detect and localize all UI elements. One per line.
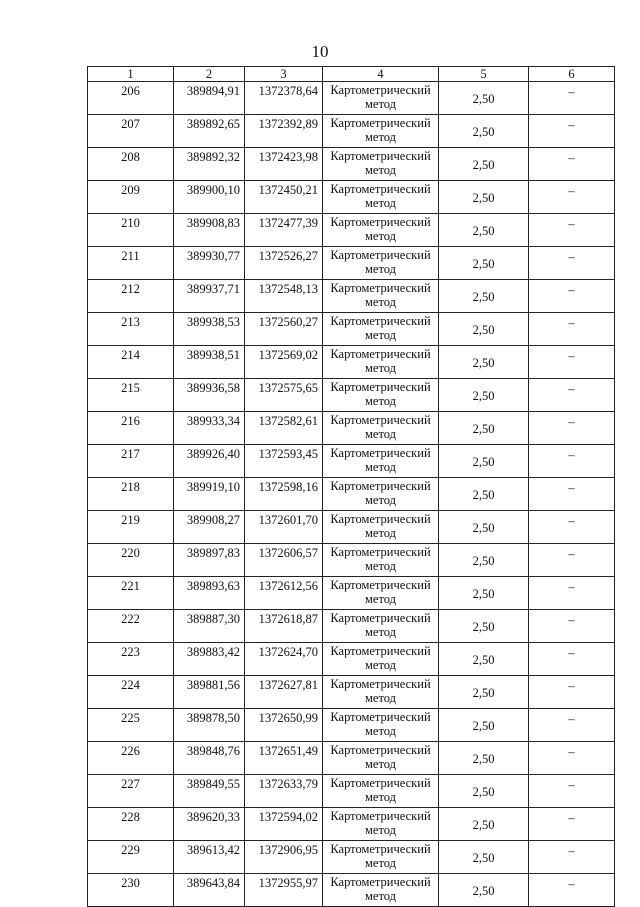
accuracy-cell: 2,50 [439, 214, 529, 247]
method-line-1: Картометрический [330, 875, 431, 889]
table-row [88, 841, 615, 874]
method-line-2: метод [364, 724, 396, 738]
x-coordinate-cell: 389908,27 [174, 511, 245, 544]
y-coordinate-cell: 1372477,39 [245, 214, 323, 247]
description-cell: – [529, 676, 615, 709]
point-number-cell: 225 [88, 709, 174, 742]
page-number: 10 [311, 42, 329, 61]
description-cell: – [529, 214, 615, 247]
method-line-1: Картометрический [330, 149, 431, 163]
accuracy-cell: 2,50 [439, 577, 529, 610]
method-line-1: Картометрический [330, 479, 431, 493]
method-cell [323, 115, 439, 148]
point-number-cell: 228 [88, 808, 174, 841]
point-number-cell: 220 [88, 544, 174, 577]
method-line-2: метод [364, 460, 396, 474]
description-cell: – [529, 709, 615, 742]
table-row [88, 709, 615, 742]
point-number-cell: 214 [88, 346, 174, 379]
method-cell [323, 742, 439, 775]
accuracy-cell: 2,50 [439, 115, 529, 148]
method-line-1: Картометрический [330, 710, 431, 724]
method-line-2: метод [364, 526, 396, 540]
point-number-cell: 210 [88, 214, 174, 247]
table-row [88, 544, 615, 577]
header-col-1: 1 [88, 67, 174, 82]
method-line-1: Картометрический [330, 413, 431, 427]
y-coordinate-cell: 1372606,57 [245, 544, 323, 577]
x-coordinate-cell: 389883,42 [174, 643, 245, 676]
method-line-2: метод [364, 889, 396, 903]
y-coordinate-cell: 1372392,89 [245, 115, 323, 148]
x-coordinate-cell: 389892,32 [174, 148, 245, 181]
description-cell: – [529, 544, 615, 577]
method-cell [323, 544, 439, 577]
method-line-1: Картометрический [330, 314, 431, 328]
accuracy-cell: 2,50 [439, 643, 529, 676]
method-line-1: Картометрический [330, 182, 431, 196]
point-number-cell: 224 [88, 676, 174, 709]
description-cell: – [529, 115, 615, 148]
y-coordinate-cell: 1372633,79 [245, 775, 323, 808]
x-coordinate-cell: 389894,91 [174, 82, 245, 115]
x-coordinate-cell: 389937,71 [174, 280, 245, 313]
method-cell [323, 511, 439, 544]
y-coordinate-cell: 1372582,61 [245, 412, 323, 445]
header-col-2: 2 [174, 67, 245, 82]
y-coordinate-cell: 1372560,27 [245, 313, 323, 346]
method-line-2: метод [364, 592, 396, 606]
description-cell: – [529, 742, 615, 775]
y-coordinate-cell: 1372450,21 [245, 181, 323, 214]
method-line-1: Картометрический [330, 809, 431, 823]
y-coordinate-cell: 1372650,99 [245, 709, 323, 742]
x-coordinate-cell: 389938,51 [174, 346, 245, 379]
y-coordinate-cell: 1372594,02 [245, 808, 323, 841]
method-cell [323, 445, 439, 478]
y-coordinate-cell: 1372548,13 [245, 280, 323, 313]
x-coordinate-cell: 389933,34 [174, 412, 245, 445]
method-cell [323, 577, 439, 610]
accuracy-cell: 2,50 [439, 181, 529, 214]
description-cell: – [529, 379, 615, 412]
x-coordinate-cell: 389848,76 [174, 742, 245, 775]
accuracy-cell: 2,50 [439, 445, 529, 478]
method-line-1: Картометрический [330, 842, 431, 856]
method-line-2: метод [364, 823, 396, 837]
y-coordinate-cell: 1372627,81 [245, 676, 323, 709]
method-line-1: Картометрический [330, 545, 431, 559]
y-coordinate-cell: 1372955,97 [245, 874, 323, 907]
method-line-1: Картометрический [330, 644, 431, 658]
method-line-1: Картометрический [330, 116, 431, 130]
x-coordinate-cell: 389897,83 [174, 544, 245, 577]
x-coordinate-cell: 389893,63 [174, 577, 245, 610]
point-number-cell: 208 [88, 148, 174, 181]
x-coordinate-cell: 389926,40 [174, 445, 245, 478]
point-number-cell: 219 [88, 511, 174, 544]
description-cell: – [529, 841, 615, 874]
method-cell [323, 841, 439, 874]
description-cell: – [529, 313, 615, 346]
accuracy-cell: 2,50 [439, 874, 529, 907]
method-cell [323, 313, 439, 346]
method-line-2: метод [364, 856, 396, 870]
method-line-2: метод [364, 394, 396, 408]
accuracy-cell: 2,50 [439, 676, 529, 709]
x-coordinate-cell: 389936,58 [174, 379, 245, 412]
method-line-2: метод [364, 361, 396, 375]
description-cell: – [529, 808, 615, 841]
method-line-2: метод [364, 493, 396, 507]
description-cell: – [529, 511, 615, 544]
description-cell: – [529, 247, 615, 280]
description-cell: – [529, 478, 615, 511]
header-col-5: 5 [439, 67, 529, 82]
method-line-1: Картометрический [330, 380, 431, 394]
method-line-2: метод [364, 691, 396, 705]
y-coordinate-cell: 1372906,95 [245, 841, 323, 874]
table-row [88, 478, 615, 511]
table-row [88, 676, 615, 709]
x-coordinate-cell: 389849,55 [174, 775, 245, 808]
table-row [88, 214, 615, 247]
method-cell [323, 478, 439, 511]
y-coordinate-cell: 1372423,98 [245, 148, 323, 181]
method-line-2: метод [364, 130, 396, 144]
x-coordinate-cell: 389938,53 [174, 313, 245, 346]
table-row [88, 379, 615, 412]
method-line-1: Картометрический [330, 215, 431, 229]
method-line-2: метод [364, 196, 396, 210]
table-row [88, 511, 615, 544]
method-line-2: метод [364, 658, 396, 672]
method-cell [323, 610, 439, 643]
table-row [88, 181, 615, 214]
table-row [88, 742, 615, 775]
accuracy-cell: 2,50 [439, 313, 529, 346]
accuracy-cell: 2,50 [439, 346, 529, 379]
accuracy-cell: 2,50 [439, 841, 529, 874]
x-coordinate-cell: 389900,10 [174, 181, 245, 214]
y-coordinate-cell: 1372575,65 [245, 379, 323, 412]
point-number-cell: 229 [88, 841, 174, 874]
table-row [88, 610, 615, 643]
method-line-1: Картометрический [330, 83, 431, 97]
point-number-cell: 206 [88, 82, 174, 115]
header-col-6: 6 [529, 67, 615, 82]
x-coordinate-cell: 389620,33 [174, 808, 245, 841]
method-cell [323, 379, 439, 412]
accuracy-cell: 2,50 [439, 412, 529, 445]
accuracy-cell: 2,50 [439, 247, 529, 280]
x-coordinate-cell: 389878,50 [174, 709, 245, 742]
y-coordinate-cell: 1372593,45 [245, 445, 323, 478]
y-coordinate-cell: 1372598,16 [245, 478, 323, 511]
point-number-cell: 217 [88, 445, 174, 478]
point-number-cell: 230 [88, 874, 174, 907]
y-coordinate-cell: 1372569,02 [245, 346, 323, 379]
description-cell: – [529, 445, 615, 478]
method-cell [323, 412, 439, 445]
description-cell: – [529, 280, 615, 313]
table-row [88, 412, 615, 445]
description-cell: – [529, 181, 615, 214]
method-cell [323, 709, 439, 742]
point-number-cell: 218 [88, 478, 174, 511]
y-coordinate-cell: 1372618,87 [245, 610, 323, 643]
table-row [88, 775, 615, 808]
method-cell [323, 643, 439, 676]
accuracy-cell: 2,50 [439, 544, 529, 577]
method-line-1: Картометрический [330, 281, 431, 295]
accuracy-cell: 2,50 [439, 478, 529, 511]
method-line-1: Картометрический [330, 578, 431, 592]
point-number-cell: 209 [88, 181, 174, 214]
point-number-cell: 216 [88, 412, 174, 445]
y-coordinate-cell: 1372624,70 [245, 643, 323, 676]
method-cell [323, 676, 439, 709]
method-cell [323, 346, 439, 379]
x-coordinate-cell: 389881,56 [174, 676, 245, 709]
table-row [88, 577, 615, 610]
accuracy-cell: 2,50 [439, 808, 529, 841]
y-coordinate-cell: 1372378,64 [245, 82, 323, 115]
description-cell: – [529, 346, 615, 379]
method-line-1: Картометрический [330, 446, 431, 460]
x-coordinate-cell: 389919,10 [174, 478, 245, 511]
accuracy-cell: 2,50 [439, 709, 529, 742]
table-row [88, 280, 615, 313]
point-number-cell: 211 [88, 247, 174, 280]
method-line-1: Картометрический [330, 677, 431, 691]
method-cell [323, 181, 439, 214]
method-line-2: метод [364, 559, 396, 573]
point-number-cell: 213 [88, 313, 174, 346]
method-cell [323, 82, 439, 115]
y-coordinate-cell: 1372651,49 [245, 742, 323, 775]
table-row [88, 643, 615, 676]
method-line-2: метод [364, 163, 396, 177]
header-col-3: 3 [245, 67, 323, 82]
table-row [88, 445, 615, 478]
accuracy-cell: 2,50 [439, 610, 529, 643]
description-cell: – [529, 148, 615, 181]
description-cell: – [529, 412, 615, 445]
point-number-cell: 215 [88, 379, 174, 412]
accuracy-cell: 2,50 [439, 379, 529, 412]
method-line-2: метод [364, 757, 396, 771]
x-coordinate-cell: 389887,30 [174, 610, 245, 643]
table-row [88, 874, 615, 907]
y-coordinate-cell: 1372526,27 [245, 247, 323, 280]
method-cell [323, 280, 439, 313]
accuracy-cell: 2,50 [439, 82, 529, 115]
table-row [88, 346, 615, 379]
description-cell: – [529, 874, 615, 907]
method-line-1: Картометрический [330, 776, 431, 790]
accuracy-cell: 2,50 [439, 775, 529, 808]
method-cell [323, 148, 439, 181]
x-coordinate-cell: 389643,84 [174, 874, 245, 907]
description-cell: – [529, 577, 615, 610]
description-cell: – [529, 643, 615, 676]
description-cell: – [529, 775, 615, 808]
table-row [88, 808, 615, 841]
method-line-2: метод [364, 625, 396, 639]
accuracy-cell: 2,50 [439, 742, 529, 775]
method-line-2: метод [364, 229, 396, 243]
x-coordinate-cell: 389613,42 [174, 841, 245, 874]
y-coordinate-cell: 1372601,70 [245, 511, 323, 544]
table-row [88, 313, 615, 346]
method-line-2: метод [364, 427, 396, 441]
method-cell [323, 214, 439, 247]
method-line-2: метод [364, 262, 396, 276]
table-row [88, 115, 615, 148]
table-header-row [88, 67, 615, 82]
method-line-1: Картометрический [330, 611, 431, 625]
method-line-2: метод [364, 328, 396, 342]
point-number-cell: 207 [88, 115, 174, 148]
point-number-cell: 227 [88, 775, 174, 808]
x-coordinate-cell: 389908,83 [174, 214, 245, 247]
description-cell: – [529, 82, 615, 115]
method-line-1: Картометрический [330, 248, 431, 262]
x-coordinate-cell: 389930,77 [174, 247, 245, 280]
method-cell [323, 874, 439, 907]
y-coordinate-cell: 1372612,56 [245, 577, 323, 610]
accuracy-cell: 2,50 [439, 280, 529, 313]
point-number-cell: 212 [88, 280, 174, 313]
table-row [88, 82, 615, 115]
point-number-cell: 226 [88, 742, 174, 775]
method-cell [323, 247, 439, 280]
method-line-2: метод [364, 97, 396, 111]
x-coordinate-cell: 389892,65 [174, 115, 245, 148]
description-cell: – [529, 610, 615, 643]
accuracy-cell: 2,50 [439, 148, 529, 181]
method-line-1: Картометрический [330, 512, 431, 526]
coordinates-table [87, 66, 615, 907]
table-row [88, 148, 615, 181]
method-line-2: метод [364, 790, 396, 804]
method-cell [323, 808, 439, 841]
accuracy-cell: 2,50 [439, 511, 529, 544]
method-line-1: Картометрический [330, 743, 431, 757]
point-number-cell: 223 [88, 643, 174, 676]
point-number-cell: 222 [88, 610, 174, 643]
point-number-cell: 221 [88, 577, 174, 610]
method-line-1: Картометрический [330, 347, 431, 361]
header-col-4: 4 [323, 67, 439, 82]
method-cell [323, 775, 439, 808]
method-line-2: метод [364, 295, 396, 309]
table-row [88, 247, 615, 280]
table-body [88, 82, 615, 907]
